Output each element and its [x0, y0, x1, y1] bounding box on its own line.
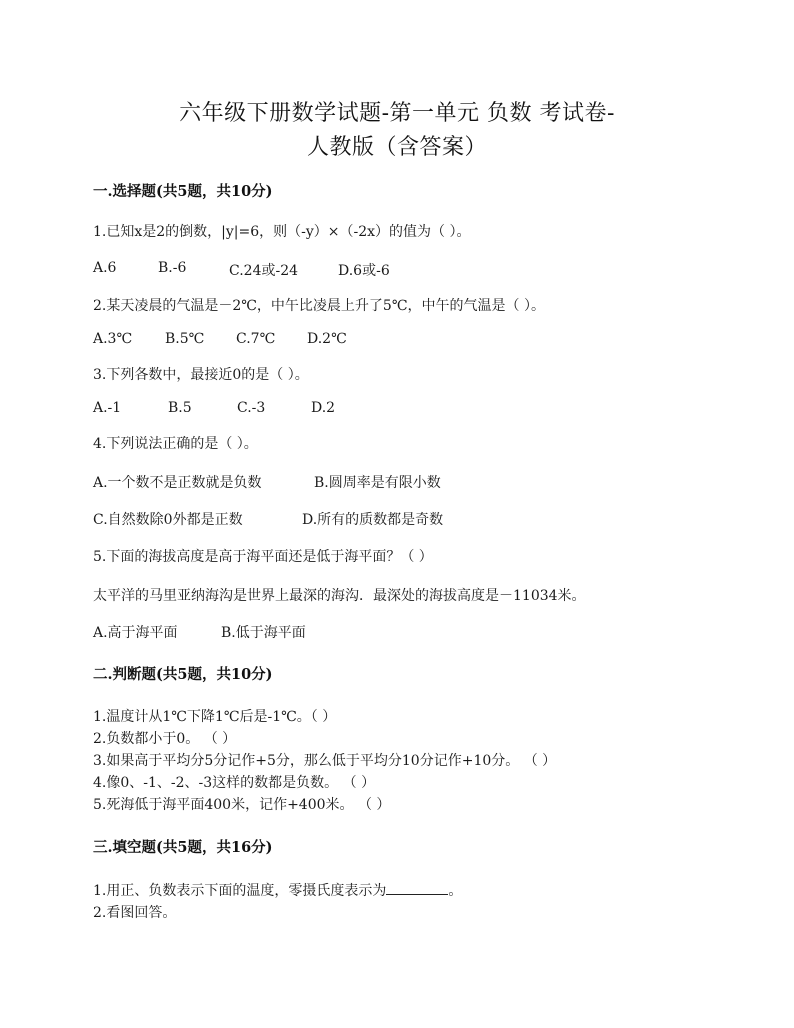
option-1-3-d: D.2	[311, 400, 336, 416]
option-1-2-b: B.5℃	[165, 331, 205, 347]
option-1-4-c: C.自然数除0外都是正数	[93, 512, 243, 528]
option-1-2-a: A.3℃	[93, 331, 133, 347]
judge-item-3: 3.如果高于平均分5分记作+5分，那么低于平均分10分记作+10分。 （ ）	[93, 753, 557, 769]
answer-blank	[386, 880, 448, 895]
judge-item-2: 2.负数都小于0。 （ ）	[93, 731, 237, 747]
question-1-3: 3.下列各数中，最接近0的是（ ）。	[93, 367, 309, 383]
option-1-2-d: D.2℃	[307, 331, 347, 347]
judge-item-4: 4.像0、-1、-2、-3这样的数都是负数。 （ ）	[93, 775, 376, 791]
question-1-1: 1.已知x是2的倒数，|y|=6，则（-y）×（-2x）的值为（ ）。	[93, 224, 471, 240]
title-line-1: 六年级下册数学试题-第一单元 负数 考试卷-	[179, 101, 615, 126]
option-1-4-d: D.所有的质数都是奇数	[302, 512, 444, 528]
section-2-heading: 二.判断题(共5题，共10分)	[93, 666, 273, 683]
section-3-heading: 三.填空题(共5题，共16分)	[93, 839, 273, 856]
option-1-1-d: D.6或-6	[338, 263, 390, 279]
option-1-3-a: A.-1	[93, 400, 122, 416]
question-1-4: 4.下列说法正确的是（ ）。	[93, 436, 258, 452]
section-1-heading: 一.选择题(共5题，共10分)	[93, 183, 273, 200]
option-1-4-b: B.圆周率是有限小数	[314, 475, 441, 491]
fill-question-1	[93, 880, 462, 900]
question-1-5: 5.下面的海拔高度是高于海平面还是低于海平面？（ ）	[93, 549, 433, 565]
option-1-1-a: A.6	[93, 260, 117, 276]
option-1-3-b: B.5	[168, 400, 192, 416]
option-1-5-b: B.低于海平面	[221, 625, 306, 641]
option-1-3-c: C.-3	[237, 400, 266, 416]
option-1-2-c: C.7℃	[236, 331, 276, 347]
option-1-5-a: A.高于海平面	[93, 625, 178, 641]
fill-question-1-text: 1.用正、负数表示下面的温度，零摄氏度表示为	[93, 883, 387, 899]
title-line-2: 人教版（含答案）	[306, 135, 487, 160]
judge-item-5: 5.死海低于海平面400米，记作+400米。 （ ）	[93, 797, 391, 813]
question-1-2: 2.某天凌晨的气温是－2℃，中午比凌晨上升了5℃，中午的气温是（ ）。	[93, 298, 545, 314]
fill-question-2: 2.看图回答。	[93, 905, 177, 921]
judge-item-1: 1.温度计从1℃下降1℃后是-1℃。（ ）	[93, 709, 337, 725]
fill-question-1-end: 。	[448, 883, 463, 899]
option-1-4-a: A.一个数不是正数就是负数	[93, 475, 262, 491]
option-1-1-b: B.-6	[158, 260, 187, 276]
option-1-1-c: C.24或-24	[229, 263, 299, 279]
question-1-5-context: 太平洋的马里亚纳海沟是世界上最深的海沟．最深处的海拔高度是－11034米。	[93, 588, 586, 604]
